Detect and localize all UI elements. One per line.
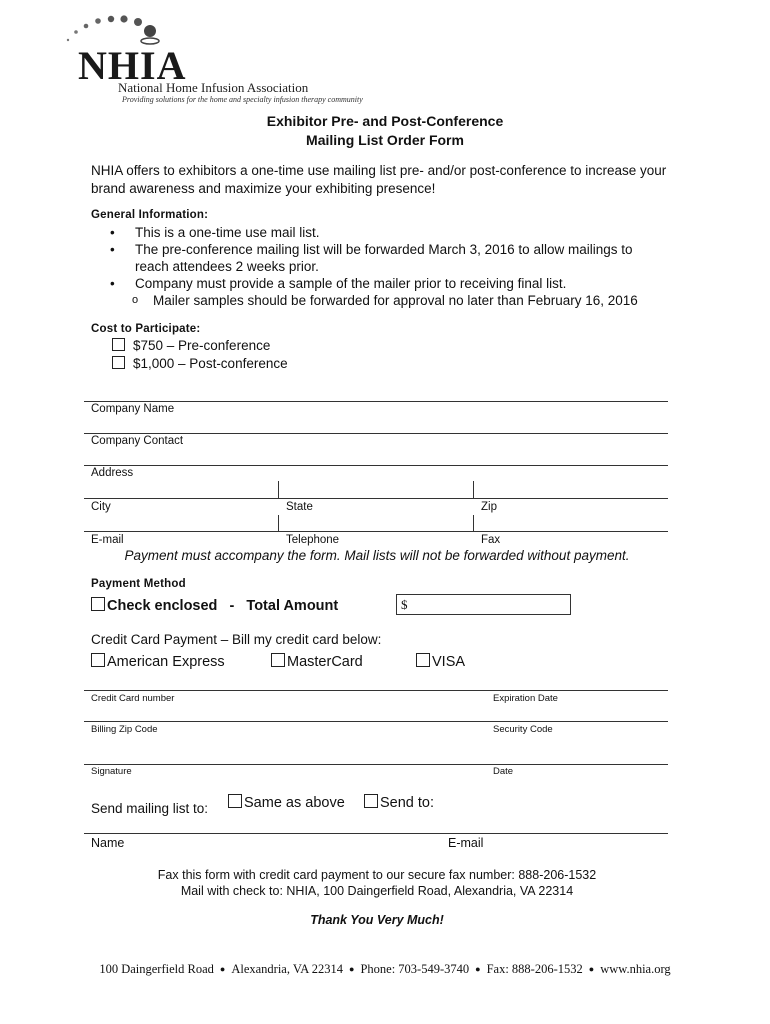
send-option-same[interactable]: Same as above (228, 794, 345, 811)
logo-wordmark: NHIA (78, 43, 187, 88)
checkbox[interactable] (91, 597, 105, 611)
divider (84, 498, 668, 499)
organization-name: National Home Infusion Association (118, 80, 309, 95)
footer-website[interactable]: www.nhia.org (600, 962, 671, 976)
total-amount-input[interactable]: $ (396, 594, 571, 615)
divider (278, 481, 279, 498)
credit-card-intro: Credit Card Payment – Bill my credit card below: (91, 632, 382, 647)
checkbox[interactable] (416, 653, 430, 667)
thank-you-note: Thank You Very Much! (310, 913, 444, 927)
list-item: • Company must provide a sample of the mailer prior to receiving final list. (110, 276, 567, 291)
card-option-mastercard[interactable]: MasterCard (271, 653, 363, 670)
expiration-date-field[interactable]: Expiration Date (493, 693, 558, 704)
checkbox[interactable] (112, 356, 125, 369)
form-title-line1: Exhibitor Pre- and Post-Conference (266, 113, 504, 129)
address-field[interactable]: Address (91, 467, 134, 479)
footer-city: Alexandria, VA 22314 (231, 962, 343, 976)
card-option-amex[interactable]: American Express (91, 653, 225, 670)
list-subitem: o Mailer samples should be forwarded for approval no later than February 16, 2016 (132, 293, 638, 308)
organization-tagline: Providing solutions for the home and specialty infusion therapy community (122, 95, 363, 104)
divider (84, 531, 668, 532)
check-enclosed-option[interactable]: Check enclosed - Total Amount (91, 597, 338, 614)
list-item: • This is a one-time use mail list. (110, 225, 320, 240)
footer-contact (0, 962, 770, 977)
zip-field[interactable]: Zip (481, 501, 497, 513)
payment-method-heading: Payment Method (91, 578, 186, 590)
divider (84, 433, 668, 434)
general-information-list (108, 224, 668, 309)
date-field[interactable]: Date (493, 766, 514, 777)
credit-card-number-field[interactable]: Credit Card number (91, 693, 175, 704)
send-option-to[interactable]: Send to: (364, 794, 434, 811)
state-field[interactable]: State (286, 501, 313, 513)
checkbox[interactable] (364, 794, 378, 808)
security-code-field[interactable]: Security Code (493, 724, 553, 735)
divider (84, 833, 668, 834)
checkbox[interactable] (91, 653, 105, 667)
cost-heading: Cost to Participate: (91, 323, 201, 335)
footer-address: 100 Daingerfield Road (99, 962, 214, 976)
signature-field[interactable]: Signature (91, 766, 132, 777)
divider (473, 481, 474, 498)
divider (473, 515, 474, 531)
billing-zip-field[interactable]: Billing Zip Code (91, 724, 158, 735)
checkbox[interactable] (112, 338, 125, 351)
send-email-field[interactable]: E-mail (448, 836, 484, 850)
bullet-icon: • (110, 276, 115, 291)
divider (84, 401, 668, 402)
separator-dot-icon: ● (475, 964, 481, 974)
payment-note: Payment must accompany the form. Mail lists will not be forwarded without payment. (124, 548, 630, 563)
fax-instructions: Fax this form with credit card payment to our secure fax number: 888-206-1532 (157, 868, 597, 882)
separator-dot-icon: ● (588, 964, 595, 974)
name-field[interactable]: Name (91, 836, 125, 850)
divider (84, 465, 668, 466)
city-field[interactable]: City (91, 501, 111, 513)
divider (84, 764, 668, 765)
mail-instructions: Mail with check to: NHIA, 100 Daingerfield Road, Alexandria, VA 22314 (180, 884, 574, 898)
separator-dot-icon: ● (349, 964, 355, 974)
cost-option-post[interactable]: $1,000 – Post-conference (112, 356, 288, 371)
circle-bullet-icon: o (132, 294, 139, 306)
list-item: • The pre-conference mailing list will be forwarded March 3, 2016 to allow mailings to reach attendees 2 weeks prior. (110, 242, 633, 274)
intro-paragraph: NHIA offers to exhibitors a one-time use mailing list pre- and/or post-conference to increase your brand awareness and maximize your exhibiting presence! (91, 163, 667, 196)
form-title-line2: Mailing List Order Form (306, 132, 464, 148)
footer-phone: Phone: 703-549-3740 (360, 962, 470, 976)
card-option-visa[interactable]: VISA (416, 653, 465, 670)
bullet-icon: • (110, 242, 115, 257)
email-field[interactable]: E-mail (91, 534, 124, 546)
cost-option-pre[interactable]: $750 – Pre-conference (112, 338, 270, 353)
general-information-heading: General Information: (91, 209, 209, 221)
checkbox[interactable] (271, 653, 285, 667)
divider (278, 515, 279, 531)
checkbox[interactable] (228, 794, 242, 808)
send-mailing-list-label: Send mailing list to: (91, 801, 209, 816)
company-contact-field[interactable]: Company Contact (91, 435, 184, 447)
divider (84, 721, 668, 722)
telephone-field[interactable]: Telephone (286, 534, 340, 546)
footer-fax: Fax: 888-206-1532 (486, 962, 583, 976)
bullet-icon: • (110, 225, 115, 240)
divider (84, 690, 668, 691)
separator-dot-icon: ● (219, 964, 226, 974)
fax-field[interactable]: Fax (481, 534, 501, 546)
company-name-field[interactable]: Company Name (91, 403, 175, 415)
